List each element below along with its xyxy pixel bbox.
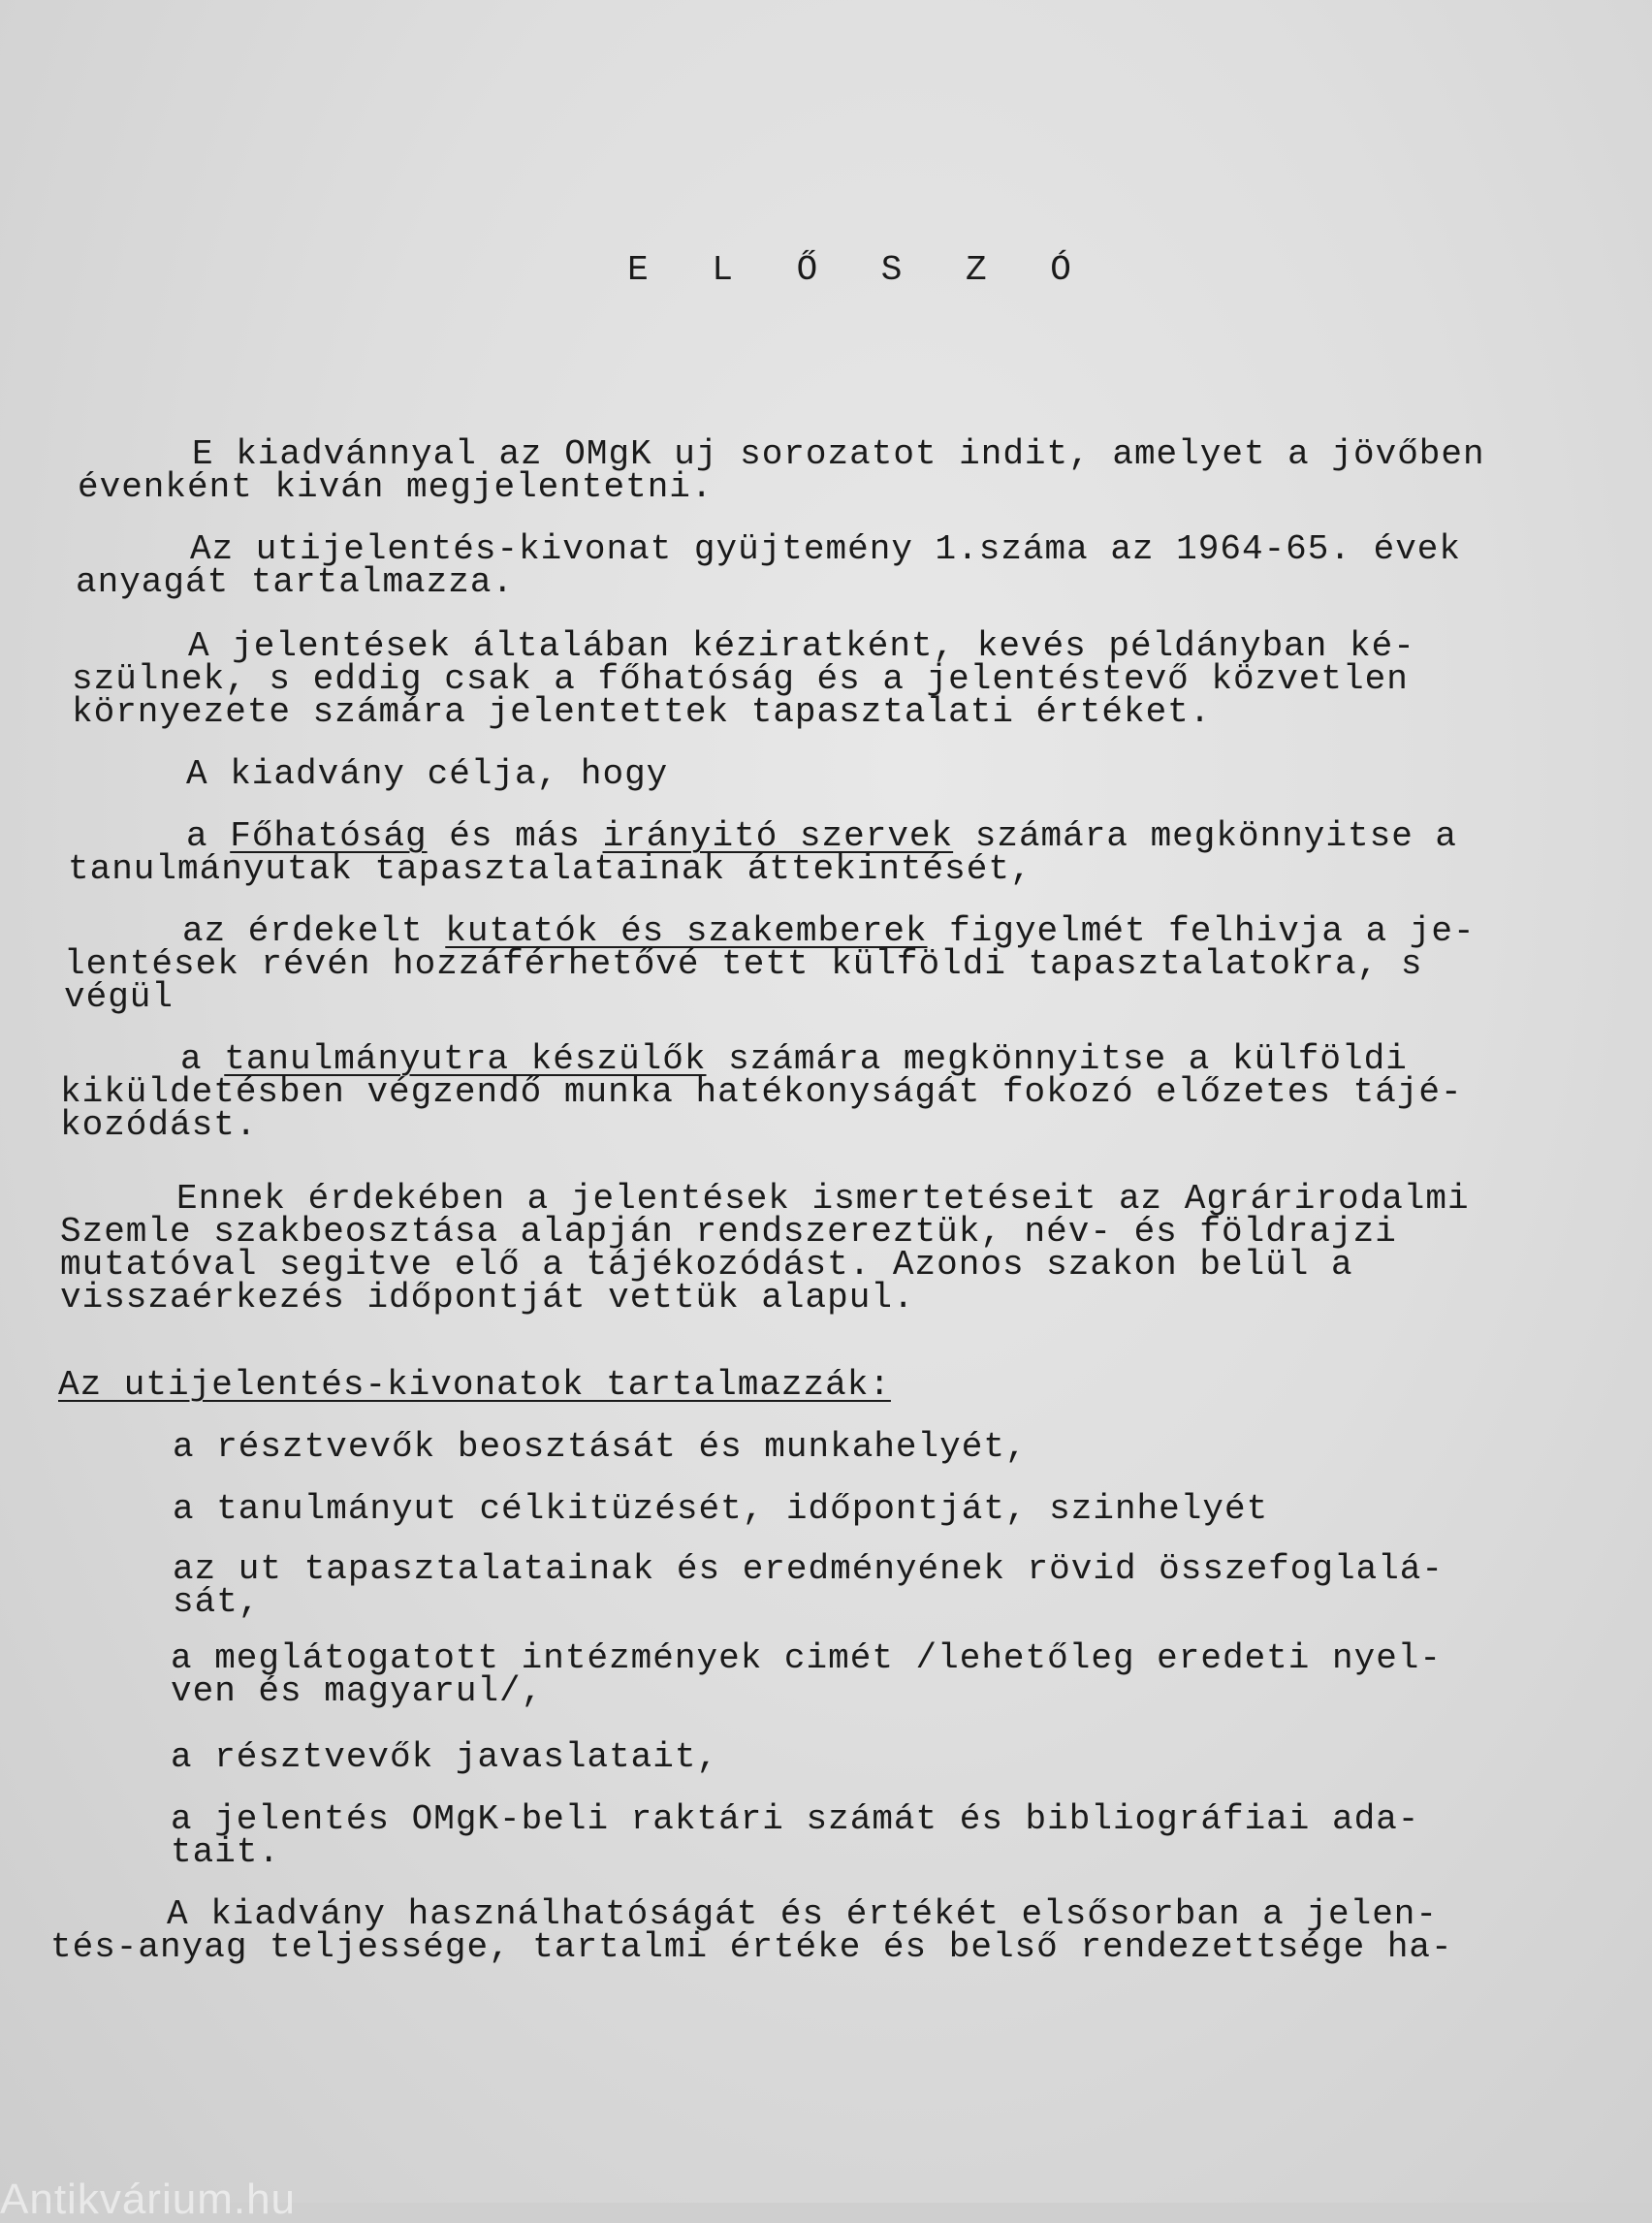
text-fragment: és más <box>427 816 603 856</box>
text-line: az ut tapasztalatainak és eredményének rövid összefoglalá- <box>173 1549 1445 1589</box>
text-line: tés-anyag teljessége, tartalmi értéke és belső rendezettsége ha- <box>50 1927 1453 1967</box>
paragraph-reports <box>72 626 1415 732</box>
paragraph-intro <box>78 434 1485 507</box>
list-item <box>173 1549 1445 1622</box>
paragraph-purpose <box>186 754 669 794</box>
text-line: a meglátogatott intézmények cimét /lehetőleg eredeti nyel- <box>171 1638 1443 1678</box>
text-fragment: számára megkönnyitse a <box>953 816 1458 856</box>
watermark-logo: Antikvárium.hu <box>0 2175 297 2223</box>
text-line: évenként kiván megjelentetni. <box>78 467 714 507</box>
text-line: Ennek érdekében a jelentések ismertetéseit az Agrárirodalmi <box>176 1179 1470 1219</box>
text-fragment: az érdekelt <box>182 911 446 951</box>
underlined-term: Főhatóság <box>230 816 428 856</box>
paragraph-travellers <box>60 1039 1463 1145</box>
text-line: sát, <box>173 1582 261 1622</box>
text-line: A kiadvány használhatóságát és értékét elsősorban a jelen- <box>167 1894 1439 1934</box>
text-line: visszaérkezés időpontját vettük alapul. <box>60 1278 915 1318</box>
text-line: végül <box>64 977 175 1017</box>
text-line: a résztvevők beosztását és munkahelyét, <box>173 1427 1028 1467</box>
list-item <box>171 1737 719 1777</box>
text-line: kozódást. <box>60 1105 258 1145</box>
text-line: lentések révén hozzáférhetővé tett külföldi tapasztalatokra, s <box>64 944 1423 984</box>
text-line: E kiadvánnyal az OMgK uj sorozatot indit, amelyet a jövőben <box>192 434 1485 474</box>
underlined-term: kutatók és szakemberek <box>445 911 928 951</box>
text-line: mutatóval segitve elő a tájékozódást. Azonos szakon belül a <box>60 1245 1353 1285</box>
list-item <box>173 1427 1028 1467</box>
list-item <box>173 1489 1269 1529</box>
page-title: E L Ő S Z Ó <box>627 250 1093 290</box>
text-fragment: figyelmét felhivja a je- <box>927 911 1476 951</box>
text-line: Az utijelentés-kivonat gyüjtemény 1.száma az 1964-65. évek <box>190 529 1462 569</box>
text-line <box>68 816 1458 856</box>
text-line <box>64 911 1476 951</box>
text-line: kiküldetésben végzendő munka hatékonyságát fokozó előzetes tájé- <box>60 1072 1463 1112</box>
text-line: A kiadvány célja, hogy <box>186 754 669 794</box>
text-line <box>60 1039 1463 1079</box>
text-line: tait. <box>171 1832 281 1872</box>
text-line: A jelentések általában kéziratként, kevés példányban ké- <box>188 626 1415 666</box>
text-line: a jelentés OMgK-beli raktári számát és bibliográfiai ada- <box>171 1799 1420 1839</box>
paragraph-method <box>60 1179 1470 1318</box>
text-line: ven és magyarul/, <box>171 1671 544 1711</box>
underlined-term: irányitó szervek <box>602 816 954 856</box>
text-line: környezete számára jelentettek tapasztalati értéket. <box>72 692 1212 732</box>
underlined-term: tanulmányutra készülők <box>224 1039 707 1079</box>
paragraph-collection <box>76 529 1462 602</box>
list-item <box>171 1799 1420 1872</box>
list-item <box>171 1638 1443 1711</box>
text-line: Szemle szakbeosztása alapján rendszereztük, név- és földrajzi <box>60 1212 1397 1252</box>
paragraph-authority <box>68 816 1458 889</box>
text-line: a résztvevők javaslatait, <box>171 1737 719 1777</box>
paragraph-researchers <box>64 911 1476 1017</box>
paragraph-closing <box>50 1894 1453 1967</box>
text-line: tanulmányutak tapasztalatainak áttekintését, <box>68 849 1032 889</box>
text-fragment: a <box>180 1039 225 1079</box>
heading-text: Az utijelentés-kivonatok tartalmazzák: <box>58 1365 891 1405</box>
text-fragment: számára megkönnyitse a külföldi <box>706 1039 1408 1079</box>
text-line: anyagát tartalmazza. <box>76 562 515 602</box>
text-line: a tanulmányut célkitüzését, időpontját, szinhelyét <box>173 1489 1269 1529</box>
section-heading <box>58 1365 891 1405</box>
text-fragment: a <box>186 816 231 856</box>
text-line: szülnek, s eddig csak a főhatóság és a jelentéstevő közvetlen <box>72 659 1409 699</box>
